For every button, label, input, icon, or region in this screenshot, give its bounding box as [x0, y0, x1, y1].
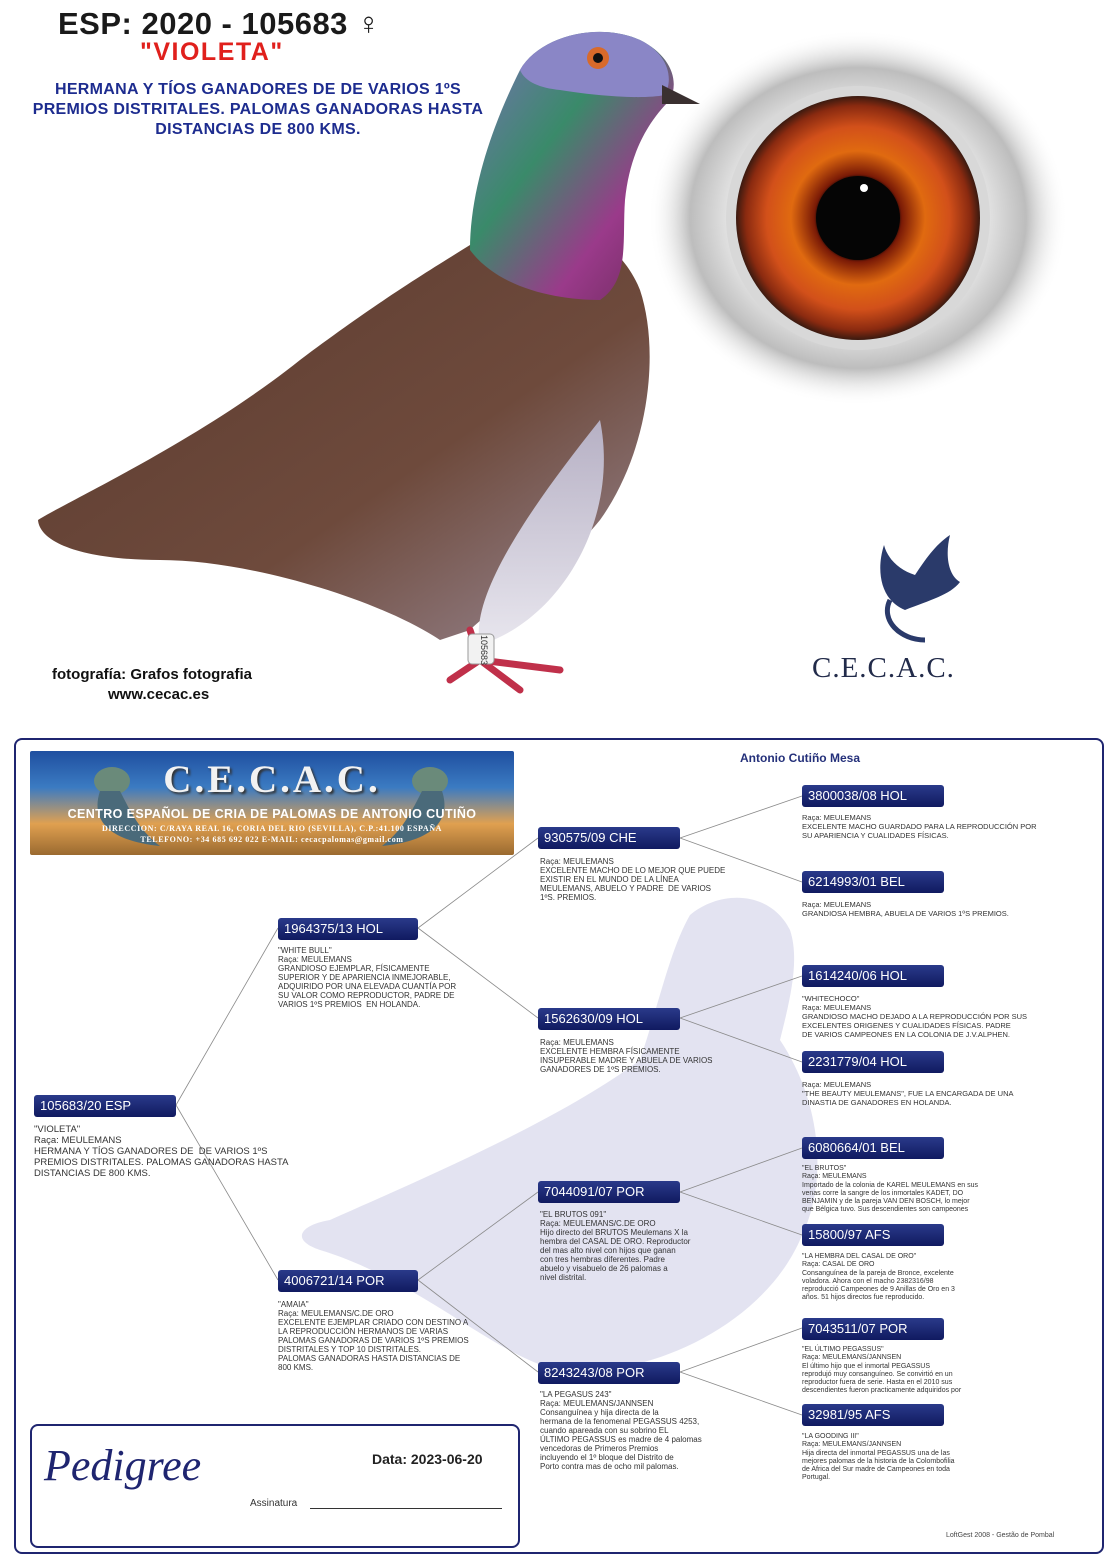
ring-badge-maternal-grandfather: 7044091/07 POR [538, 1181, 680, 1203]
ring-badge-paternal-grandfather: 930575/09 CHE [538, 827, 680, 849]
cecac-logo-text: C.E.C.A.C. [812, 652, 955, 684]
pigeon-description: HERMANA Y TÍOS GANADORES DE DE VARIOS 1ºS PREMIOS DISTRITALES. PALOMAS GANADORAS HASTA DISTANCIAS DE 800 KMS. [32, 81, 484, 138]
banner-title: C.E.C.A.C. [163, 758, 381, 801]
bird-info-paternal-grandmother: Raça: MEULEMANS EXCELENTE HEMBRA FÍSICAMENTE INSUPERABLE MADRE Y ABUELA DE VARIOS GANADORES DE 1ºS PREMIOS. [540, 1038, 713, 1074]
leg-band-number: 105683 [479, 634, 489, 666]
ring-badge-ggp-6: 15800/97 AFS [802, 1224, 944, 1246]
ring-badge-ggp-2: 6214993/01 BEL [802, 871, 944, 893]
ring-badge-ggp-7: 7043511/07 POR [802, 1318, 944, 1340]
ring-badge-ggp-3: 1614240/06 HOL [802, 965, 944, 987]
bird-info-maternal-grandmother: "LA PEGASUS 243" Raça: MEULEMANS/JANNSEN Consanguínea y hija directa de la hermana de la fenomenal PEGASSUS 4253, cuando apareada con su sobrino EL ÚLTIMO PEGASSUS es madre de 4 palomas vencedoras de Primeros Premios incluyendo el 1º bloque del Distrito de Porto contra mas de ocho mil palomas. [540, 1390, 702, 1471]
banner-subtitle: CENTRO ESPAÑOL DE CRIA DE PALOMAS DE ANTONIO CUTIÑO [67, 807, 477, 821]
signature-line[interactable] [310, 1508, 502, 1509]
bird-info-father: "WHITE BULL" Raça: MEULEMANS GRANDIOSO EJEMPLAR, FÍSICAMENTE SUPERIOR Y DE APARIENCIA INMEJORABLE, ADQUIRIDO POR UNA ELEVADA CUANTÍA POR SU VALOR COMO REPRODUCTOR, PADRE DE VARIOS 1ºS PREMIOS EN HOLANDA. [278, 946, 457, 1009]
bird-info-maternal-grandfather: "EL BRUTOS 091" Raça: MEULEMANS/C.DE ORO Hijo directo del BRUTOS Meulemans X la hembra del CASAL DE ORO. Reproductor del mas alto nivel con hijos que ganan con tres hembras diferentes. Padre abuelo y visabuelo de 26 palomas a nivel distrital. [540, 1210, 691, 1282]
pigeon-ring-title: ESP: 2020 - 105683 ♀ [58, 6, 381, 41]
bird-info-subject: "VIOLETA" Raça: MEULEMANS HERMANA Y TÍOS GANADORES DE DE VARIOS 1ºS PREMIOS DISTRITALES. PALOMAS GANADORAS HASTA DISTANCIAS DE 800 KMS. [34, 1124, 289, 1179]
ring-badge-ggp-5: 6080664/01 BEL [802, 1137, 944, 1159]
ring-badge-maternal-grandmother: 8243243/08 POR [538, 1362, 680, 1384]
bird-info-ggp-4: Raça: MEULEMANS "THE BEAUTY MEULEMANS", FUE LA ENCARGADA DE UNA DINASTIA DE GANADORES EN HOLANDA. [802, 1080, 1014, 1107]
bird-info-ggp-3: "WHITECHOCO" Raça: MEULEMANS GRANDIOSO MACHO DEJADO A LA REPRODUCCIÓN POR SUS EXCELENTES ORIGENES Y CUALIDADES FÍSICAS. PADRE DE VARIOS CAMPEONES EN LA COLONIA DE J.V.ALPHEN. [802, 994, 1028, 1039]
bird-info-ggp-8: "LA GOODING III" Raça: MEULEMANS/JANNSEN Hija directa del inmortal PEGASSUS una de las mejores palomas de la historia de la Colombofilia de Africa del Sur madre de Campeones en toda Portugal. [802, 1433, 955, 1482]
cecac-banner [30, 751, 514, 855]
bird-info-ggp-1: Raça: MEULEMANS EXCELENTE MACHO GUARDADO PARA LA REPRODUCCIÓN POR SU APARIENCIA Y CUALIDADES FÍSICAS. [802, 813, 1037, 840]
ring-badge-ggp-8: 32981/95 AFS [802, 1404, 944, 1426]
bird-info-ggp-6: "LA HEMBRA DEL CASAL DE ORO" Raça: CASAL DE ORO Consanguínea de la pareja de Bronce, excelente voladora. Ahora con el macho 2382316/98 reproducció Campeones de 9 Anillas de Oro en 3 años. 51 hijos directos fue reproducido. [802, 1253, 955, 1302]
banner-contact: TELEFONO: +34 685 692 022 E-MAIL: cecacpalomas@gmail.com [140, 835, 404, 844]
photo-credit: fotografía: Grafos fotografia [52, 666, 253, 683]
ring-badge-ggp-1: 3800038/08 HOL [802, 785, 944, 807]
bird-info-mother: "AMAIA" Raça: MEULEMANS/C.DE ORO EXCELENTE EJEMPLAR CRIADO CON DESTINO A LA REPRODUCCIÓN HERMANOS DE VARIAS PALOMAS GANADORAS DE VARIOS 1ºS PREMIOS DISTRITALES Y TOP 10 DISTRITALES. PALOMAS GANADORAS HASTA DISTANCIAS DE 800 KMS. [278, 1300, 469, 1372]
ring-badge-subject: 105683/20 ESP [34, 1095, 176, 1117]
bird-info-paternal-grandfather: Raça: MEULEMANS EXCELENTE MACHO DE LO MEJOR QUE PUEDE EXISTIR EN EL MUNDO DE LA LÍNEA MEULEMANS, ABUELO Y PADRE DE VARIOS 1ºS. PREMIOS. [540, 857, 726, 902]
bird-info-ggp-5: "EL BRUTOS" Raça: MEULEMANS Importado de la colonia de KAREL MEULEMANS en sus venas corre la sangre de los inmortales KADET, DO BENJAMIN y de la pareja VAN DEN BOSCH, lo mejor que Bélgica tuvo. Sus descendientes son campeones [802, 1165, 978, 1214]
signature-label: Assinatura [250, 1498, 298, 1509]
pedigree-label: Pedigree [44, 1441, 202, 1490]
pigeon-name: "VIOLETA" [140, 38, 284, 66]
ring-badge-mother: 4006721/14 POR [278, 1270, 418, 1292]
owner-name: Antonio Cutiño Mesa [740, 751, 860, 765]
ring-badge-ggp-4: 2231779/04 HOL [802, 1051, 944, 1073]
ring-badge-paternal-grandmother: 1562630/09 HOL [538, 1008, 680, 1030]
website-link[interactable]: www.cecac.es [108, 686, 210, 703]
bird-info-ggp-2: Raça: MEULEMANS GRANDIOSA HEMBRA, ABUELA DE VARIOS 1ºS PREMIOS. [802, 900, 1009, 918]
banner-address: DIRECCION: C/RAYA REAL 16, CORIA DEL RIO (SEVILLA), C.P.:41.100 ESPAÑA [101, 824, 443, 833]
ring-badge-father: 1964375/13 HOL [278, 918, 418, 940]
software-footer: LoftGest 2008 - Gestão de Pombal [946, 1532, 1055, 1539]
document-date: Data: 2023-06-20 [372, 1451, 483, 1467]
bird-info-ggp-7: "EL ÚLTIMO PEGASSUS" Raça: MEULEMANS/JANNSEN El último hijo que el inmortal PEGASSUS reprodujó muy consanguíneo. Se convirtió en un reproductor fuera de serie. Hasta en el 2010 sus descendientes fueron practicamente adquiridos por [802, 1346, 962, 1395]
